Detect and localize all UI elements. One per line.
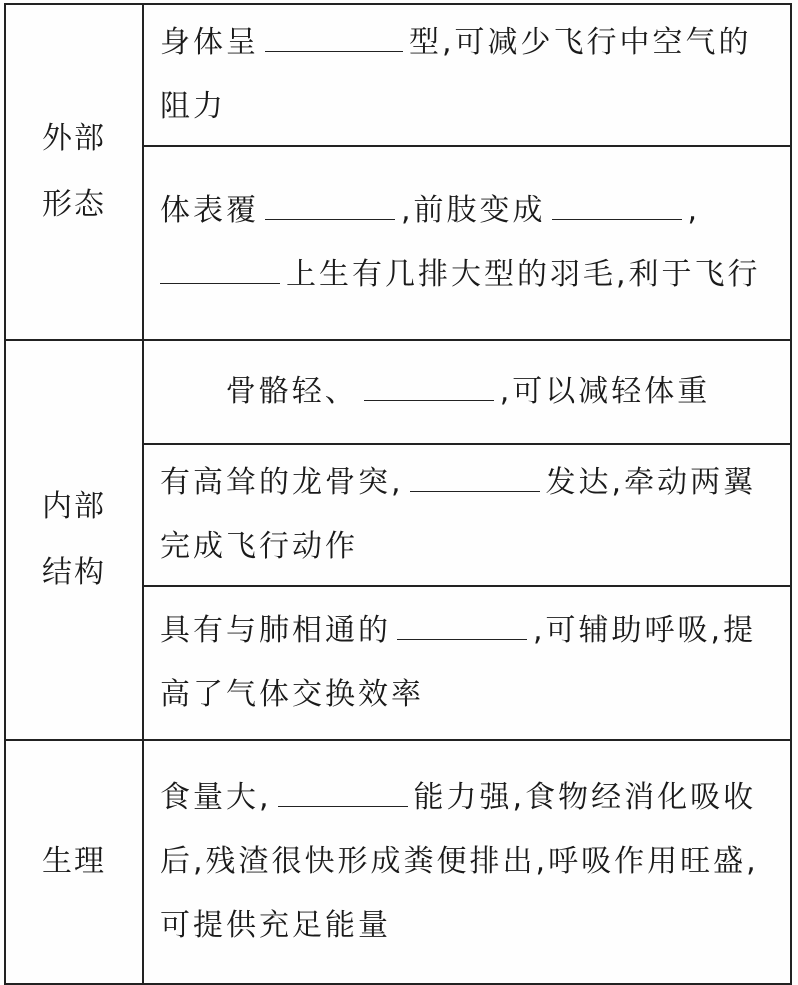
answer-blank[interactable]	[265, 195, 395, 220]
row-text: ,可以减轻体重	[499, 374, 711, 409]
answer-blank[interactable]	[552, 195, 682, 220]
row-text: ,	[687, 193, 701, 228]
row-body-shape	[143, 4, 791, 146]
bird-adaptation-table	[4, 3, 792, 985]
category-label: 形态	[42, 187, 106, 222]
row-text: 食量大,	[160, 780, 272, 815]
category-label: 内部	[42, 489, 106, 524]
row-text: 能力强,食物经消化吸收后,残渣很快形成粪便排出,呼吸作用旺盛,可提供充足能量	[160, 780, 759, 943]
answer-blank[interactable]	[265, 27, 403, 52]
row-text: ,前肢变成	[401, 193, 546, 228]
answer-blank[interactable]	[364, 376, 494, 401]
row-text: 上生有几排大型的羽毛,利于飞行	[286, 257, 761, 292]
table-row	[5, 740, 791, 984]
category-label: 生理	[42, 844, 106, 879]
table-row	[5, 340, 791, 444]
category-label: 结构	[42, 555, 106, 590]
row-text: 型,可减少飞行中空气的阻力	[160, 25, 752, 124]
row-text: 发达,牵动两翼完成飞行动作	[160, 465, 757, 564]
category-internal-structure	[5, 340, 143, 740]
category-label: 外部	[42, 121, 106, 156]
category-physiology	[5, 740, 143, 984]
row-text: 有高耸的龙骨突,	[160, 465, 404, 500]
table-row	[5, 4, 791, 146]
row-keel-muscles	[143, 444, 791, 586]
answer-blank[interactable]	[410, 467, 540, 492]
row-air-sacs	[143, 586, 791, 740]
row-text: 骨骼轻、	[225, 374, 358, 409]
answer-blank[interactable]	[397, 615, 527, 640]
row-metabolism	[143, 740, 791, 984]
row-skeleton	[143, 340, 791, 444]
answer-blank[interactable]	[160, 259, 280, 284]
answer-blank[interactable]	[278, 782, 408, 807]
row-text: ,可辅助呼吸,提高了气体交换效率	[160, 613, 757, 712]
row-text: 体表覆	[160, 193, 259, 228]
row-text: 身体呈	[160, 25, 259, 60]
row-text: 具有与肺相通的	[160, 613, 391, 648]
category-external-form	[5, 4, 143, 340]
row-feathers-wings	[143, 146, 791, 340]
